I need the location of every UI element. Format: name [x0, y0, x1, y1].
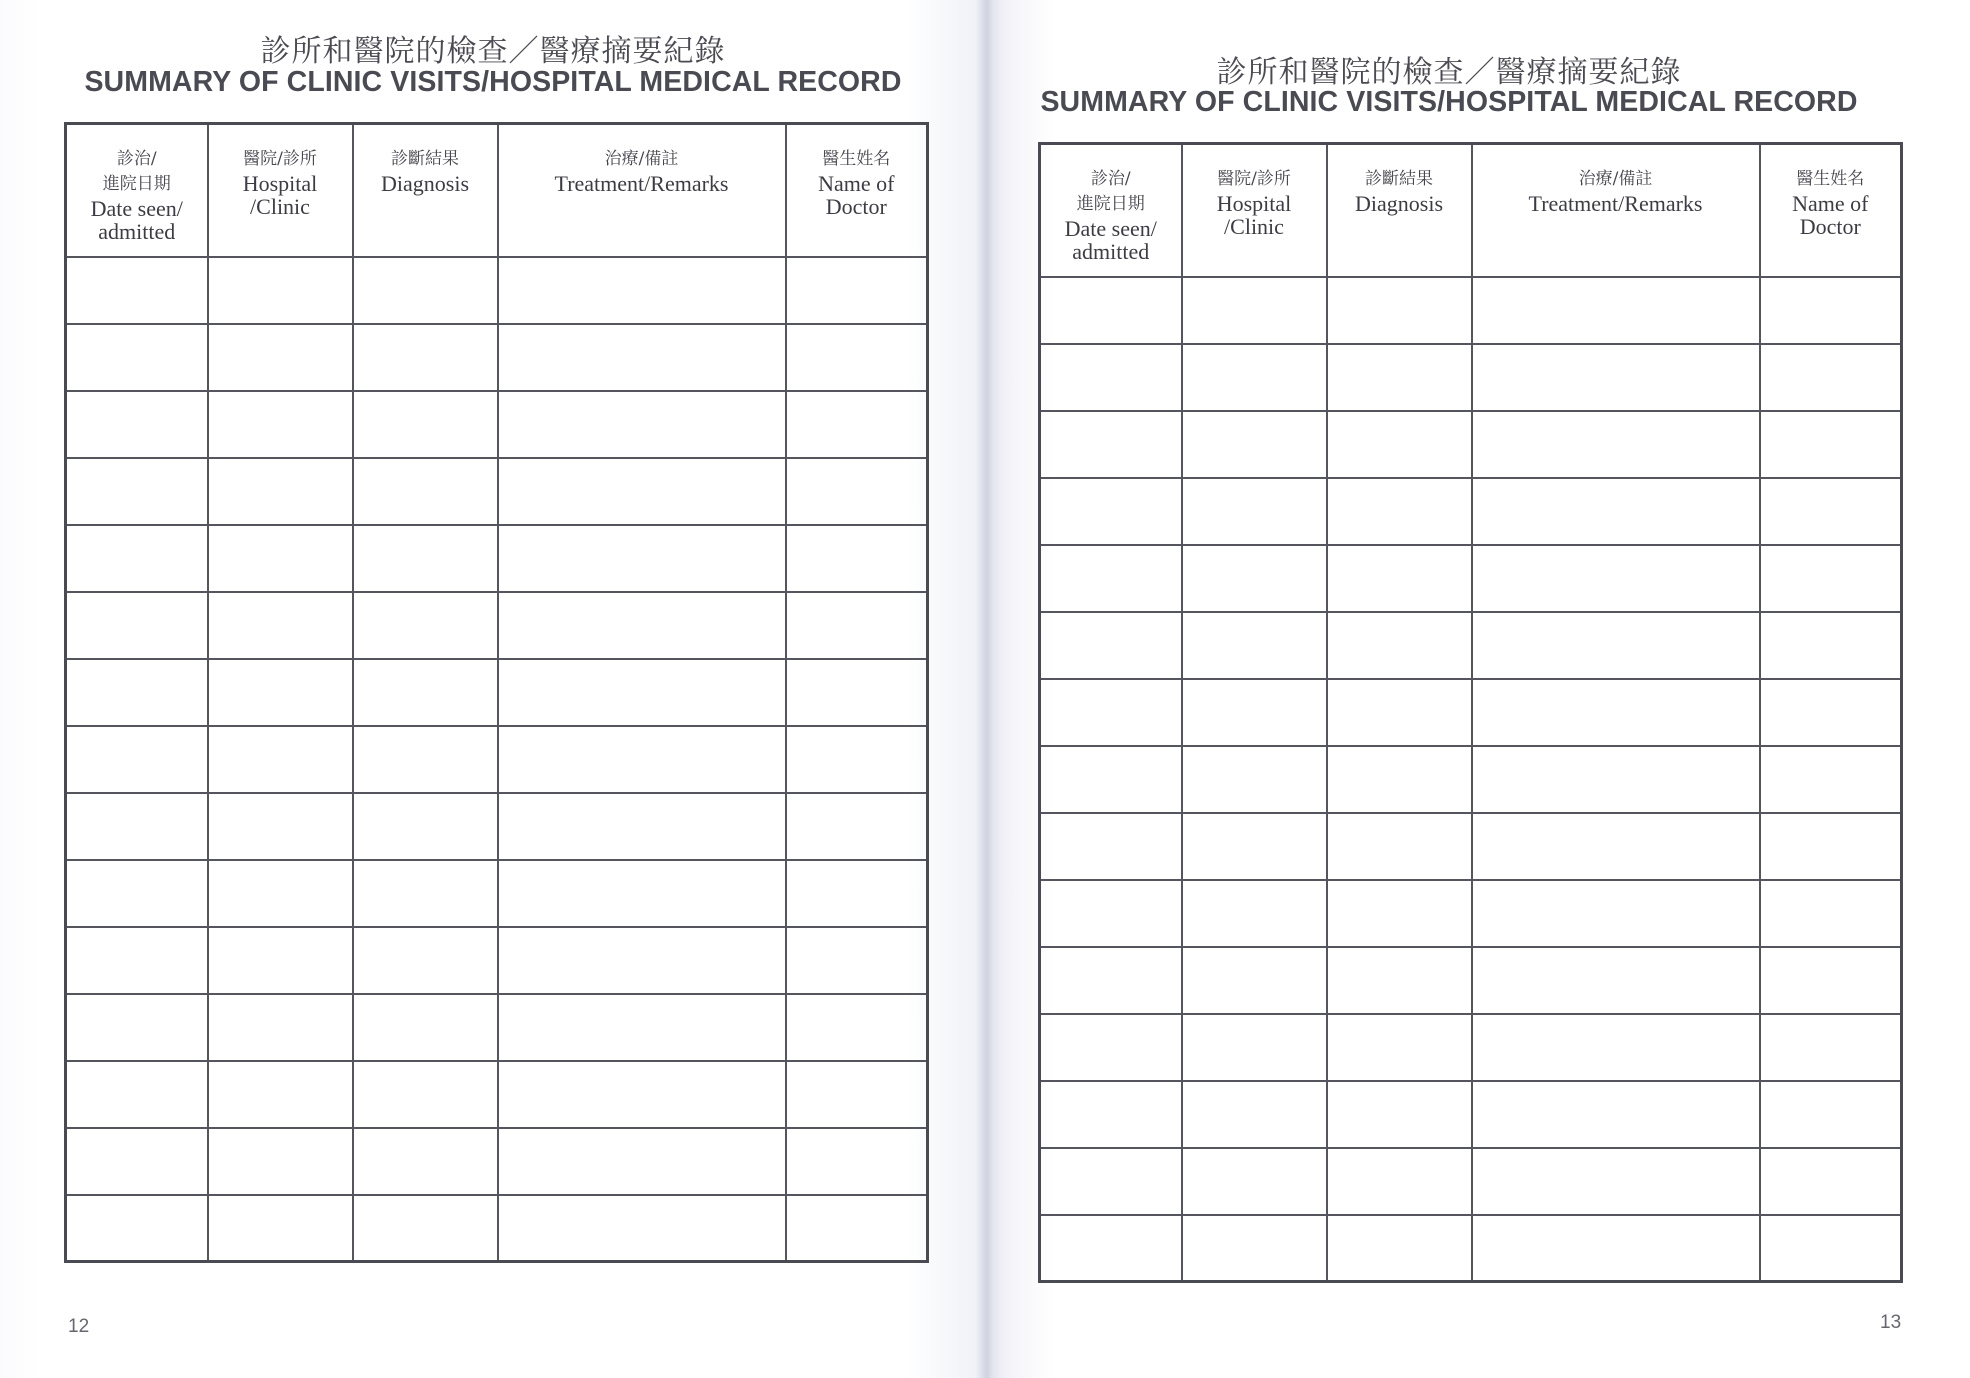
- treatment-cell[interactable]: [1472, 344, 1760, 411]
- column-header-date-zh: 診治/ 進院日期: [1076, 169, 1145, 214]
- treatment-cell[interactable]: [1472, 679, 1760, 746]
- table-row: [1040, 1081, 1902, 1148]
- date-cell[interactable]: [66, 324, 208, 391]
- table-row: [66, 592, 928, 659]
- right-page: [986, 0, 1970, 1378]
- hospital-cell[interactable]: [1182, 277, 1327, 344]
- doctor-cell[interactable]: [1760, 612, 1902, 679]
- column-header-hospital: [1182, 144, 1327, 277]
- date-cell[interactable]: [1040, 813, 1182, 880]
- diagnosis-cell[interactable]: [1327, 813, 1472, 880]
- doctor-cell[interactable]: [1760, 1014, 1902, 1081]
- date-cell[interactable]: [66, 927, 208, 994]
- column-header-hospital-zh: 醫院/診所: [243, 149, 317, 169]
- diagnosis-cell[interactable]: [1327, 478, 1472, 545]
- diagnosis-cell[interactable]: [1327, 1148, 1472, 1215]
- treatment-cell[interactable]: [498, 257, 786, 324]
- doctor-cell[interactable]: [1760, 545, 1902, 612]
- table-row: [66, 927, 928, 994]
- column-header-date: [66, 124, 208, 257]
- page-title-chinese: 診所和醫院的檢查／醫療摘要紀錄: [260, 34, 726, 69]
- hospital-cell[interactable]: [1182, 612, 1327, 679]
- table-row: [66, 793, 928, 860]
- column-header-hospital-zh: 醫院/診所: [1217, 169, 1291, 189]
- column-header-date-en: Date seen/ admitted: [1064, 216, 1157, 264]
- column-header-date-zh: 診治/ 進院日期: [102, 149, 171, 194]
- column-header-date: [1040, 144, 1182, 277]
- diagnosis-cell[interactable]: [353, 927, 498, 994]
- treatment-cell[interactable]: [1472, 277, 1760, 344]
- table-row: [1040, 1014, 1902, 1081]
- treatment-cell[interactable]: [498, 1195, 786, 1262]
- diagnosis-cell[interactable]: [353, 458, 498, 525]
- hospital-cell[interactable]: [208, 1128, 353, 1195]
- treatment-cell[interactable]: [498, 927, 786, 994]
- table-header-row: [1040, 144, 1902, 277]
- page-title-chinese: 診所和醫院的檢查／醫療摘要紀錄: [1216, 55, 1682, 90]
- table-row: [66, 1061, 928, 1128]
- column-header-treatment-zh: 治療/備註: [604, 149, 679, 169]
- table-row: [1040, 679, 1902, 746]
- doctor-cell[interactable]: [786, 860, 928, 927]
- page-number: 13: [1880, 1312, 1902, 1333]
- date-cell[interactable]: [66, 659, 208, 726]
- hospital-cell[interactable]: [208, 860, 353, 927]
- doctor-cell[interactable]: [786, 458, 928, 525]
- date-cell[interactable]: [66, 1061, 208, 1128]
- column-header-treatment: [498, 124, 786, 257]
- table-row: [66, 860, 928, 927]
- treatment-cell[interactable]: [1472, 545, 1760, 612]
- table-body: [66, 257, 928, 1262]
- page-title-english: SUMMARY OF CLINIC VISITS/HOSPITAL MEDICAL RECORD: [1040, 86, 1858, 118]
- date-cell[interactable]: [66, 525, 208, 592]
- table-row: [66, 659, 928, 726]
- diagnosis-cell[interactable]: [353, 994, 498, 1061]
- date-cell[interactable]: [1040, 1014, 1182, 1081]
- diagnosis-cell[interactable]: [1327, 411, 1472, 478]
- hospital-cell[interactable]: [208, 458, 353, 525]
- treatment-cell[interactable]: [1472, 478, 1760, 545]
- diagnosis-cell[interactable]: [353, 793, 498, 860]
- column-header-hospital: [208, 124, 353, 257]
- date-cell[interactable]: [1040, 746, 1182, 813]
- doctor-cell[interactable]: [786, 726, 928, 793]
- date-cell[interactable]: [66, 1195, 208, 1262]
- treatment-cell[interactable]: [1472, 1081, 1760, 1148]
- diagnosis-cell[interactable]: [353, 860, 498, 927]
- column-header-doctor-en: Name of Doctor: [1792, 191, 1869, 239]
- doctor-cell[interactable]: [786, 592, 928, 659]
- column-header-treatment-zh: 治療/備註: [1578, 169, 1653, 189]
- table-row: [66, 525, 928, 592]
- table-row: [1040, 612, 1902, 679]
- medical-record-table: [1038, 142, 1903, 1283]
- doctor-cell[interactable]: [786, 994, 928, 1061]
- diagnosis-cell[interactable]: [1327, 1081, 1472, 1148]
- table-body: [1040, 277, 1902, 1282]
- hospital-cell[interactable]: [1182, 411, 1327, 478]
- diagnosis-cell[interactable]: [1327, 545, 1472, 612]
- table-row: [66, 1128, 928, 1195]
- table-row: [66, 324, 928, 391]
- date-cell[interactable]: [66, 860, 208, 927]
- table-row: [1040, 545, 1902, 612]
- doctor-cell[interactable]: [1760, 344, 1902, 411]
- doctor-cell[interactable]: [1760, 411, 1902, 478]
- diagnosis-cell[interactable]: [353, 659, 498, 726]
- table-row: [1040, 344, 1902, 411]
- table-row: [1040, 1215, 1902, 1282]
- diagnosis-cell[interactable]: [353, 1061, 498, 1128]
- doctor-cell[interactable]: [786, 1128, 928, 1195]
- diagnosis-cell[interactable]: [1327, 880, 1472, 947]
- date-cell[interactable]: [66, 1128, 208, 1195]
- hospital-cell[interactable]: [1182, 344, 1327, 411]
- doctor-cell[interactable]: [1760, 1148, 1902, 1215]
- doctor-cell[interactable]: [1760, 813, 1902, 880]
- treatment-cell[interactable]: [1472, 411, 1760, 478]
- diagnosis-cell[interactable]: [1327, 947, 1472, 1014]
- doctor-cell[interactable]: [786, 793, 928, 860]
- hospital-cell[interactable]: [1182, 1081, 1327, 1148]
- treatment-cell[interactable]: [1472, 612, 1760, 679]
- treatment-cell[interactable]: [1472, 1014, 1760, 1081]
- doctor-cell[interactable]: [786, 324, 928, 391]
- diagnosis-cell[interactable]: [1327, 746, 1472, 813]
- table-row: [1040, 746, 1902, 813]
- date-cell[interactable]: [66, 726, 208, 793]
- treatment-cell[interactable]: [498, 525, 786, 592]
- doctor-cell[interactable]: [786, 391, 928, 458]
- table-row: [66, 726, 928, 793]
- hospital-cell[interactable]: [1182, 1014, 1327, 1081]
- date-cell[interactable]: [1040, 947, 1182, 1014]
- hospital-cell[interactable]: [208, 927, 353, 994]
- doctor-cell[interactable]: [1760, 478, 1902, 545]
- hospital-cell[interactable]: [208, 994, 353, 1061]
- hospital-cell[interactable]: [208, 659, 353, 726]
- diagnosis-cell[interactable]: [1327, 277, 1472, 344]
- treatment-cell[interactable]: [498, 1061, 786, 1128]
- page-title-english: SUMMARY OF CLINIC VISITS/HOSPITAL MEDICAL RECORD: [84, 66, 902, 98]
- treatment-cell[interactable]: [498, 726, 786, 793]
- table-header-row: [66, 124, 928, 257]
- table-row: [1040, 277, 1902, 344]
- hospital-cell[interactable]: [1182, 880, 1327, 947]
- diagnosis-cell[interactable]: [1327, 679, 1472, 746]
- doctor-cell[interactable]: [1760, 947, 1902, 1014]
- table-row: [1040, 478, 1902, 545]
- date-cell[interactable]: [66, 257, 208, 324]
- doctor-cell[interactable]: [786, 1195, 928, 1262]
- treatment-cell[interactable]: [498, 860, 786, 927]
- treatment-cell[interactable]: [1472, 1215, 1760, 1282]
- doctor-cell[interactable]: [786, 525, 928, 592]
- date-cell[interactable]: [1040, 344, 1182, 411]
- diagnosis-cell[interactable]: [353, 1128, 498, 1195]
- date-cell[interactable]: [66, 793, 208, 860]
- date-cell[interactable]: [1040, 880, 1182, 947]
- doctor-cell[interactable]: [786, 927, 928, 994]
- treatment-cell[interactable]: [498, 659, 786, 726]
- hospital-cell[interactable]: [1182, 746, 1327, 813]
- date-cell[interactable]: [1040, 1081, 1182, 1148]
- date-cell[interactable]: [1040, 1215, 1182, 1282]
- column-header-doctor-en: Name of Doctor: [818, 171, 895, 219]
- page-number: 12: [68, 1316, 90, 1337]
- book-gutter: [976, 0, 1000, 1378]
- hospital-cell[interactable]: [208, 793, 353, 860]
- date-cell[interactable]: [1040, 277, 1182, 344]
- treatment-cell[interactable]: [498, 793, 786, 860]
- hospital-cell[interactable]: [208, 592, 353, 659]
- table-row: [1040, 411, 1902, 478]
- doctor-cell[interactable]: [786, 1061, 928, 1128]
- diagnosis-cell[interactable]: [1327, 1014, 1472, 1081]
- hospital-cell[interactable]: [1182, 545, 1327, 612]
- column-header-hospital-en: Hospital /Clinic: [1216, 191, 1292, 239]
- column-header-doctor-zh: 醫生姓名: [822, 149, 891, 169]
- hospital-cell[interactable]: [208, 391, 353, 458]
- doctor-cell[interactable]: [786, 659, 928, 726]
- column-header-doctor: [1760, 144, 1902, 277]
- column-header-diagnosis: [353, 124, 498, 257]
- diagnosis-cell[interactable]: [1327, 612, 1472, 679]
- column-header-date-en: Date seen/ admitted: [90, 196, 183, 244]
- table-row: [1040, 880, 1902, 947]
- medical-record-table: [64, 122, 929, 1263]
- hospital-cell[interactable]: [208, 525, 353, 592]
- treatment-cell[interactable]: [498, 1128, 786, 1195]
- column-header-doctor: [786, 124, 928, 257]
- column-header-hospital-en: Hospital /Clinic: [242, 171, 318, 219]
- hospital-cell[interactable]: [1182, 679, 1327, 746]
- hospital-cell[interactable]: [208, 324, 353, 391]
- hospital-cell[interactable]: [208, 257, 353, 324]
- diagnosis-cell[interactable]: [1327, 1215, 1472, 1282]
- diagnosis-cell[interactable]: [353, 525, 498, 592]
- hospital-cell[interactable]: [1182, 813, 1327, 880]
- date-cell[interactable]: [1040, 612, 1182, 679]
- treatment-cell[interactable]: [1472, 880, 1760, 947]
- doctor-cell[interactable]: [1760, 1081, 1902, 1148]
- date-cell[interactable]: [1040, 545, 1182, 612]
- column-header-diagnosis-en: Diagnosis: [381, 171, 469, 196]
- date-cell[interactable]: [1040, 1148, 1182, 1215]
- column-header-diagnosis-zh: 診斷結果: [391, 149, 459, 169]
- diagnosis-cell[interactable]: [353, 1195, 498, 1262]
- diagnosis-cell[interactable]: [353, 324, 498, 391]
- date-cell[interactable]: [66, 391, 208, 458]
- table-row: [66, 994, 928, 1061]
- doctor-cell[interactable]: [1760, 277, 1902, 344]
- diagnosis-cell[interactable]: [353, 391, 498, 458]
- table-row: [1040, 947, 1902, 1014]
- treatment-cell[interactable]: [498, 592, 786, 659]
- treatment-cell[interactable]: [498, 994, 786, 1061]
- diagnosis-cell[interactable]: [1327, 344, 1472, 411]
- doctor-cell[interactable]: [1760, 746, 1902, 813]
- date-cell[interactable]: [66, 458, 208, 525]
- table-row: [66, 257, 928, 324]
- doctor-cell[interactable]: [1760, 1215, 1902, 1282]
- treatment-cell[interactable]: [1472, 1148, 1760, 1215]
- table-row: [1040, 1148, 1902, 1215]
- doctor-cell[interactable]: [1760, 880, 1902, 947]
- treatment-cell[interactable]: [498, 391, 786, 458]
- treatment-cell[interactable]: [498, 324, 786, 391]
- column-header-treatment-en: Treatment/Remarks: [1528, 191, 1703, 216]
- doctor-cell[interactable]: [786, 257, 928, 324]
- table-row: [1040, 813, 1902, 880]
- table-row: [66, 391, 928, 458]
- date-cell[interactable]: [1040, 411, 1182, 478]
- column-header-diagnosis-en: Diagnosis: [1355, 191, 1443, 216]
- hospital-cell[interactable]: [1182, 1148, 1327, 1215]
- hospital-cell[interactable]: [1182, 947, 1327, 1014]
- hospital-cell[interactable]: [208, 726, 353, 793]
- date-cell[interactable]: [66, 994, 208, 1061]
- hospital-cell[interactable]: [208, 1061, 353, 1128]
- treatment-cell[interactable]: [1472, 746, 1760, 813]
- treatment-cell[interactable]: [498, 458, 786, 525]
- table-row: [66, 1195, 928, 1262]
- doctor-cell[interactable]: [1760, 679, 1902, 746]
- date-cell[interactable]: [1040, 478, 1182, 545]
- diagnosis-cell[interactable]: [353, 257, 498, 324]
- diagnosis-cell[interactable]: [353, 592, 498, 659]
- column-header-diagnosis-zh: 診斷結果: [1365, 169, 1433, 189]
- column-header-treatment-en: Treatment/Remarks: [554, 171, 729, 196]
- hospital-cell[interactable]: [1182, 478, 1327, 545]
- date-cell[interactable]: [1040, 679, 1182, 746]
- hospital-cell[interactable]: [1182, 1215, 1327, 1282]
- diagnosis-cell[interactable]: [353, 726, 498, 793]
- column-header-doctor-zh: 醫生姓名: [1796, 169, 1865, 189]
- date-cell[interactable]: [66, 592, 208, 659]
- table-row: [66, 458, 928, 525]
- column-header-treatment: [1472, 144, 1760, 277]
- hospital-cell[interactable]: [208, 1195, 353, 1262]
- treatment-cell[interactable]: [1472, 947, 1760, 1014]
- column-header-diagnosis: [1327, 144, 1472, 277]
- treatment-cell[interactable]: [1472, 813, 1760, 880]
